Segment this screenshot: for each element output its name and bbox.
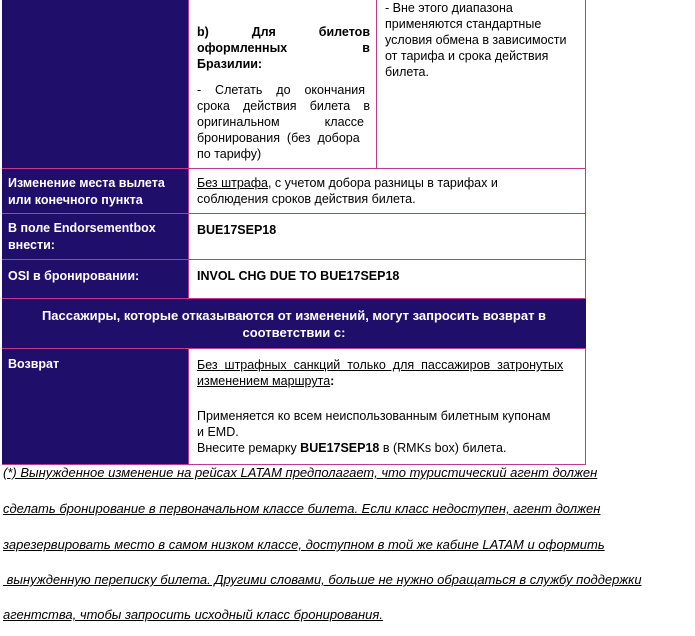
brazil-text-line: по тарифу) (197, 147, 262, 161)
endorsement-code: BUE17SEP18 (197, 223, 277, 237)
value-text: , с учетом добора разницы в тарифах и (267, 176, 498, 190)
remark-post: в (RMKs box) билета. (379, 441, 507, 455)
row-label (2, 260, 188, 298)
brazil-text-line: оригинальном классе (197, 115, 364, 129)
row-value-line (197, 175, 577, 191)
row-label-line: Возврат (8, 357, 60, 371)
brazil-heading-line: оформленных в (197, 41, 370, 55)
brazil-heading-line: Бразилии: (197, 57, 263, 71)
refund-condition (197, 357, 577, 389)
osi-code: INVOL CHG DUE TO BUE17SEP18 (197, 269, 400, 283)
remark-pre: Внесите ремарку (197, 441, 301, 455)
row-value-line: соблюдения сроков действия билета. (197, 192, 416, 206)
table-row (2, 260, 586, 299)
row-label-line: Изменение места вылета (8, 176, 165, 190)
brazil-text-line: срока действия билета в (197, 99, 370, 113)
colon-text: : (330, 374, 335, 388)
range-text-line: условия обмена в зависимости (385, 33, 567, 47)
footnote-line: сделать бронирование в первоначальном классе билета. Если класс недоступен, агент должен (3, 501, 601, 516)
no-penalty-text: Без штрафа (197, 176, 268, 190)
apply-text-line: и EMD. (197, 425, 239, 439)
refund-header-line: Пассажиры, которые отказываются от изменений, могут запросить возврат в (41, 308, 547, 323)
refund-condition-line: Без штрафных санкций только для пассажиров затронутых (197, 358, 564, 372)
remark-text (197, 440, 577, 456)
range-text-line: применяются стандартные (385, 17, 542, 31)
row-label (2, 169, 188, 213)
row-label-empty (2, 0, 188, 168)
row-label-line: или конечного пункта (8, 193, 143, 207)
brazil-heading (197, 24, 370, 72)
brazil-heading-line: b) Для билетов (197, 25, 370, 39)
refund-condition-line (197, 373, 577, 389)
row-value (188, 260, 586, 298)
table-row (2, 214, 586, 260)
table-row (2, 0, 586, 169)
row-value (188, 349, 586, 464)
row-label-line: внести: (8, 238, 55, 252)
apply-text-line: Применяется ко всем неиспользованным билетным купонам (197, 409, 551, 423)
brazil-text-line: - Слетать до окончания (197, 83, 365, 97)
footnote-line: агентства, чтобы запросить исходный класс бронирования. (3, 607, 383, 622)
refund-header-line: соответствии с: (242, 325, 346, 340)
footnote-line: зарезервировать место в самом низком классе, доступном в той же кабине LATAM и оформить (3, 537, 605, 552)
row-value (188, 214, 586, 259)
row-label-line: OSI в бронировании: (8, 269, 140, 283)
apply-text (197, 408, 577, 440)
remark-code: BUE17SEP18 (300, 441, 380, 455)
brazil-cell (188, 0, 377, 168)
table-row (2, 169, 586, 214)
range-text-line: билета. (385, 65, 429, 79)
footnote-line: (*) Вынужденное изменение на рейсах LATAM предполагает, что туристический агент должен (3, 465, 598, 480)
row-value (188, 169, 586, 213)
brazil-text (197, 82, 370, 162)
footnote-line: вынужденную переписку билета. Другими словами, больше не нужно обращаться в службу поддержки (3, 572, 642, 587)
refund-header (2, 299, 586, 349)
brazil-text-line: бронирования (без добора (197, 131, 360, 145)
row-label (2, 349, 188, 464)
range-cell (377, 0, 586, 168)
table-row (2, 349, 586, 465)
row-label (2, 214, 188, 259)
range-text-line: - Вне этого диапазона (385, 1, 513, 15)
row-label-line: В поле Endorsementbox (8, 221, 156, 235)
range-text-line: от тарифа и срока действия (385, 49, 549, 63)
route-change-text: изменением маршрута (197, 374, 331, 388)
